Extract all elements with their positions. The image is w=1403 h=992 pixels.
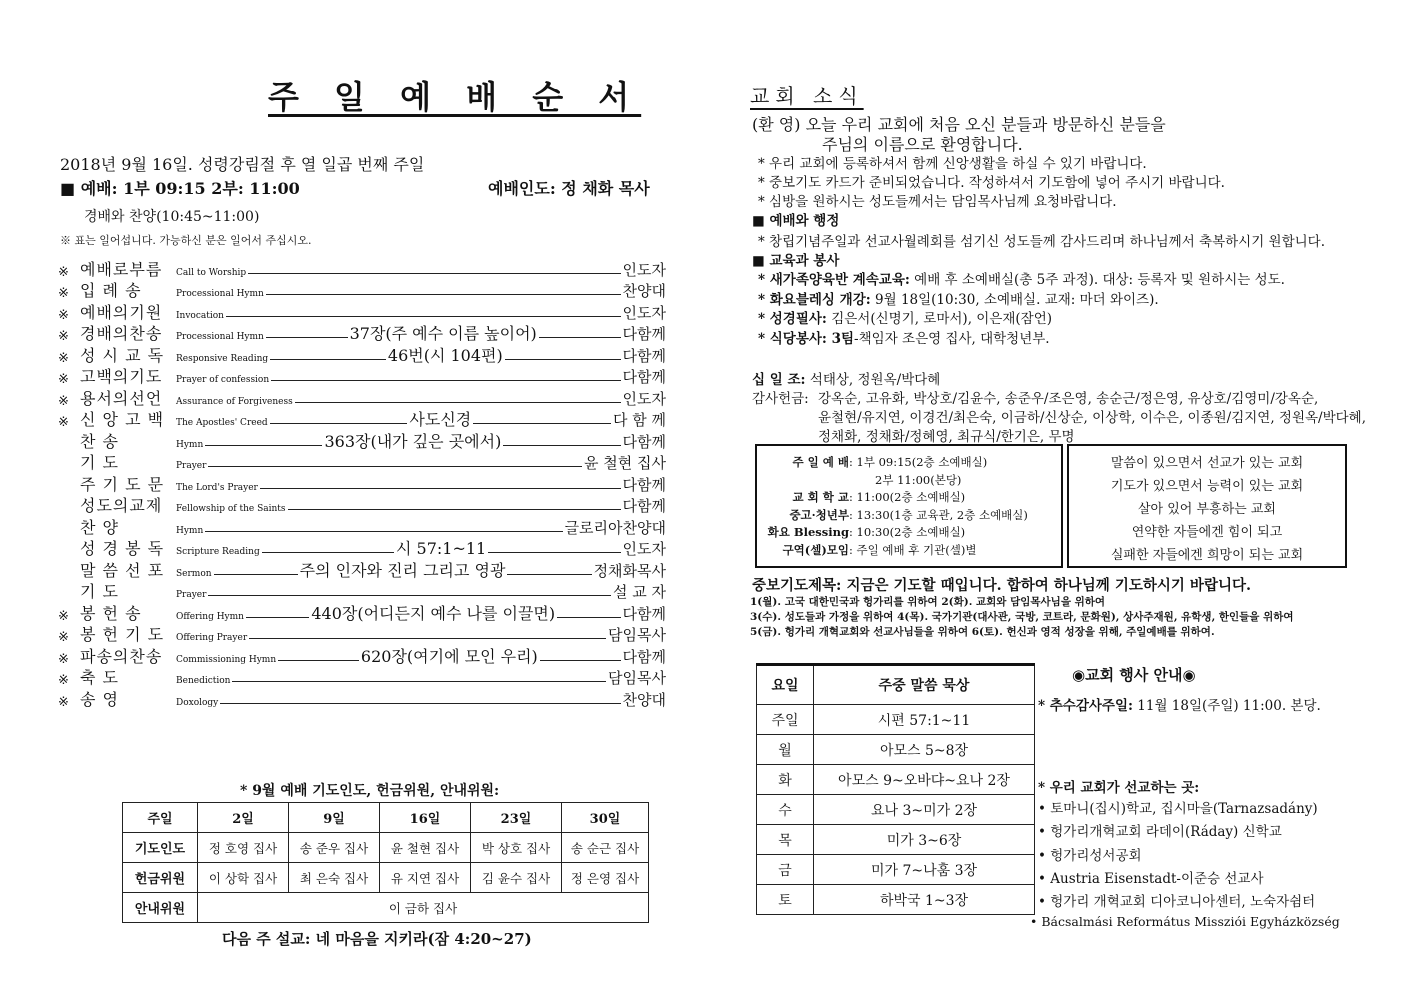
leader-line	[270, 359, 386, 360]
welcome-item: * 심방을 원하시는 성도들께서는 담임목사님께 요청바랍니다.	[758, 194, 1117, 210]
order-mark: ※	[58, 286, 69, 301]
order-row	[58, 473, 666, 495]
meditation-text: 미가 3~6장	[814, 825, 1035, 855]
thanks-label: 감사헌금:	[752, 391, 809, 407]
welcome-item: * 중보기도 카드가 준비되었습니다. 작성하셔서 기도함에 넣어 주시기 바랍니다.	[758, 175, 1225, 191]
order-mark: ※	[58, 630, 69, 645]
schedule-table	[122, 802, 649, 923]
order-row	[58, 538, 666, 560]
leader-line	[246, 617, 309, 618]
thanks-line: 윤철현/유지연, 이경건/최은숙, 이금하/신상순, 이상학, 이수은, 이종원/김지연, 정원옥/박다혜,	[818, 410, 1367, 426]
stand-note: ※ 표는 일어섭니다. 가능하신 분은 일어서 주십시오.	[60, 234, 312, 247]
order-name: 기 도	[80, 582, 119, 601]
order-row	[58, 344, 666, 366]
schedule-cell: 송 순근 집사	[562, 833, 649, 863]
event-title: ◉교회 행사 안내◉	[1072, 666, 1196, 684]
mission-item: • 헝가리개혁교회 라데이(Ráday) 신학교	[1038, 824, 1282, 840]
order-mark: ※	[58, 608, 69, 624]
schedule-header-cell: 주일	[123, 803, 198, 833]
intercession-line: 1(월). 고국 대한민국과 헝가리를 위하여 2(화). 교회와 담임목사님을 위하여	[750, 596, 1106, 608]
leader-line	[278, 660, 359, 661]
meditation-day: 화	[757, 765, 814, 795]
meeting-schedule-box	[755, 444, 1063, 568]
leader-line	[540, 660, 621, 661]
order-mark: ※	[58, 307, 69, 323]
welcome-item: * 우리 교회에 등록하셔서 함께 신앙생활을 하실 수 있기 바랍니다.	[758, 156, 1147, 172]
order-person: 찬양대	[622, 282, 666, 300]
meeting-row	[757, 542, 1061, 560]
schedule-row-label: 헌금위원	[123, 863, 198, 893]
order-name: 송 영	[80, 689, 119, 709]
order-name: 봉 헌 송	[80, 603, 142, 623]
leader-line	[208, 466, 582, 467]
order-content: 시 57:1~11	[396, 539, 487, 558]
admin-item: * 창립기념주일과 선교사월례회를 섬기신 성도들께 감사드리며 하나님께서 축복하시기 원합니다.	[758, 234, 1326, 250]
schedule-cell: 정 호영 집사	[198, 833, 289, 863]
mission-heading: * 우리 교회가 선교하는 곳:	[1038, 780, 1200, 796]
praise-time: 경배와 찬양(10:45~11:00)	[84, 209, 260, 225]
edu-item: * 성경필사: 김은서(신명기, 로마서), 이은재(잠언)	[758, 311, 1053, 327]
order-row	[58, 452, 666, 474]
leader-line	[505, 359, 621, 360]
order-mark: ※	[58, 673, 69, 688]
leader-line	[249, 638, 606, 639]
schedule-cell: 유 지연 집사	[380, 863, 471, 893]
leader-line	[266, 294, 621, 295]
meditation-text: 요나 3~미가 2장	[814, 795, 1035, 825]
leader-line	[214, 574, 298, 575]
order-row	[58, 516, 666, 538]
order-content: 440장(어디든지 예수 나를 이끌면)	[311, 603, 556, 623]
admin-heading: ■ 예배와 행정	[752, 213, 840, 229]
order-name: 봉 헌 기 도	[80, 625, 165, 644]
order-row	[58, 559, 666, 581]
leader-line	[270, 423, 408, 424]
order-row	[58, 495, 666, 517]
meeting-label: 중고·청년부	[789, 507, 849, 522]
schedule-header-cell: 23일	[471, 803, 562, 833]
meditation-day: 토	[757, 885, 814, 915]
order-eng: Hymn	[176, 439, 204, 450]
leader-line	[248, 273, 620, 274]
service-date: 2018년 9월 16일. 성령강림절 후 열 일곱 번째 주일	[60, 155, 425, 174]
meditation-day: 주일	[757, 705, 814, 735]
meditation-header-cell: 주중 말씀 묵상	[814, 665, 1035, 705]
leader-line	[288, 509, 621, 510]
order-person: 다함께	[622, 325, 667, 343]
order-name: 파송의찬송	[80, 646, 163, 666]
order-eng: Processional Hymn	[176, 289, 264, 299]
order-person: 다함께	[622, 604, 666, 623]
order-name: 성 경 봉 독	[80, 539, 165, 558]
schedule-cell: 정 은영 집사	[562, 863, 649, 893]
order-row	[58, 323, 666, 345]
meeting-row	[757, 524, 1061, 542]
schedule-cell: 윤 철현 집사	[380, 833, 471, 863]
meeting-label: 구역(셀)모임	[782, 542, 849, 557]
meditation-text: 미가 7~나훔 3장	[814, 855, 1035, 885]
order-eng: Offering Prayer	[176, 633, 248, 643]
order-mark: ※	[58, 350, 69, 366]
order-eng: The Lord's Prayer	[176, 482, 258, 493]
motto-line: 기도가 있으면서 능력이 있는 교회	[1110, 479, 1304, 494]
order-eng: Invocation	[176, 310, 224, 321]
order-row	[58, 387, 666, 409]
leader-line	[488, 552, 620, 553]
leader-line	[260, 488, 621, 489]
leader-line	[205, 445, 322, 446]
mission-item: • Austria Eisenstadt-이준승 선교사	[1038, 871, 1264, 887]
leader-line	[262, 552, 394, 553]
leader-line	[557, 617, 620, 618]
leader-line	[507, 574, 591, 575]
next-sermon: 다음 주 설교: 네 마음을 지키라(잠 4:20~27)	[222, 930, 532, 948]
order-name: 예배로부름	[80, 259, 163, 279]
meditation-text: 하박국 1~3장	[814, 885, 1035, 915]
order-person: 다함께	[622, 368, 666, 386]
mission-item: • 토마니(집시)학교, 집시마을(Tarnazsadány)	[1038, 801, 1318, 817]
order-name: 주 기 도 문	[80, 474, 165, 494]
order-row	[58, 667, 666, 689]
order-eng: Commissioning Hymn	[176, 654, 277, 665]
usher-value: 이 금하 집사	[198, 893, 649, 923]
order-person: 다함께	[622, 647, 667, 666]
meditation-day: 금	[757, 855, 814, 885]
order-eng: Scripture Reading	[176, 547, 260, 557]
welcome-line-2: 주님의 이름으로 환영합니다.	[822, 135, 1023, 154]
leader-line	[205, 531, 562, 532]
motto-line: 실패한 자들에겐 희망이 되는 교회	[1110, 548, 1304, 563]
order-row	[58, 602, 666, 624]
schedule-header-cell: 2일	[198, 803, 289, 833]
meditation-day: 월	[757, 735, 814, 765]
order-row	[58, 581, 666, 603]
motto-line: 살아 있어 부흥하는 교회	[1138, 502, 1276, 517]
schedule-row-label: 기도인도	[123, 833, 198, 863]
order-name: 예배의기원	[80, 302, 163, 322]
order-row	[58, 258, 666, 280]
schedule-cell: 김 윤수 집사	[471, 863, 562, 893]
order-name: 성 시 교 독	[80, 345, 165, 365]
order-eng: Prayer	[176, 461, 207, 471]
order-person: 인도자	[622, 303, 666, 322]
leader-line	[271, 380, 620, 381]
order-person: 다 함 께	[613, 411, 667, 429]
mission-item: • 헝가리성서공회	[1038, 848, 1142, 864]
order-name: 성도의교제	[80, 496, 163, 515]
order-eng: Fellowship of the Saints	[176, 504, 286, 514]
meeting-row	[757, 489, 1061, 507]
order-mark: ※	[58, 651, 69, 667]
news-title: 교회 소식	[750, 84, 864, 108]
order-mark: ※	[58, 329, 69, 344]
order-name: 신 앙 고 백	[80, 410, 165, 429]
meditation-table	[756, 663, 1035, 915]
order-row	[58, 688, 666, 710]
leader-line	[232, 681, 606, 682]
order-content: 주의 인자와 진리 그리고 영광	[299, 560, 506, 580]
leader-line	[295, 402, 621, 403]
order-person: 찬양대	[622, 690, 666, 709]
intercession-line: 5(금). 헝가리 개혁교회와 선교사님들을 위하여 6(토). 헌신과 영적 성장을 위해, 주일예배를 위하여.	[750, 626, 1215, 638]
edu-heading: ■ 교육과 봉사	[752, 253, 840, 269]
meeting-value: 2부 11:00(본당)	[875, 472, 962, 487]
order-person: 설 교 자	[612, 583, 666, 601]
edu-item: * 식당봉사: 3팀-책임자 조은영 집사, 대학청년부.	[758, 331, 1050, 347]
order-name: 말 씀 선 포	[80, 560, 165, 580]
order-eng: Offering Hymn	[176, 611, 244, 622]
leader-line	[503, 445, 620, 446]
order-name: 경배의찬송	[80, 324, 163, 343]
order-eng: Responsive Reading	[176, 353, 269, 364]
worship-leader: 예배인도: 정 채화 목사	[488, 179, 650, 198]
leader-line	[220, 703, 620, 704]
intercession-title: 중보기도제목: 지금은 기도할 때입니다. 합하여 하나님께 기도하시기 바랍니다.	[752, 577, 1252, 594]
order-content: 620장(여기에 모인 우리)	[360, 646, 538, 666]
meditation-header-cell: 요일	[757, 665, 814, 705]
event-item: * 추수감사주일: 11월 18일(주일) 11:00. 본당.	[1038, 698, 1321, 714]
intercession-line: 3(수). 성도들과 가정을 위하여 4(목). 국가기관(대사관, 국방, 코트라, 문화원), 상사주재원, 유학생, 한인들을 위하여	[750, 611, 1294, 623]
welcome-line-1: (환 영) 오늘 우리 교회에 처음 오신 분들과 방문하신 분들을	[752, 115, 1166, 134]
schedule-header-cell: 16일	[380, 803, 471, 833]
order-row	[58, 645, 666, 667]
tithe: 십 일 조: 석태상, 정원옥/박다혜	[752, 372, 941, 388]
order-name: 기 도	[80, 453, 119, 472]
order-name: 축 도	[80, 668, 119, 687]
meeting-value: : 11:00(2층 소예배실)	[849, 490, 966, 504]
order-row	[58, 280, 666, 302]
order-mark: ※	[58, 264, 69, 280]
order-mark: ※	[58, 372, 69, 387]
order-eng: Processional Hymn	[176, 332, 264, 342]
order-person: 담임목사	[608, 626, 666, 644]
order-name: 용서의선언	[80, 388, 163, 408]
order-row	[58, 430, 666, 452]
order-person: 글로리아찬양대	[564, 518, 666, 537]
mission-item: • 헝가리 개혁교회 디아코니아센터, 노숙자쉼터	[1038, 894, 1316, 910]
meeting-label: 주 일 예 배	[792, 455, 849, 469]
meeting-label: 교 회 학 교	[792, 490, 849, 504]
meeting-value: : 10:30(2층 소예배실)	[849, 525, 966, 539]
order-person: 정채화목사	[593, 561, 667, 580]
order-mark: ※	[58, 415, 69, 430]
order-eng: Prayer	[176, 590, 207, 600]
order-mark: ※	[58, 694, 69, 710]
meeting-value: : 13:30(1층 교육관, 2층 소예배실)	[849, 507, 1028, 522]
schedule-cell: 이 상학 집사	[198, 863, 289, 893]
mission-item: • Bácsalmási Református Missziói Egyházközség	[1030, 914, 1340, 929]
church-motto-box	[1067, 444, 1347, 568]
order-content: 46번(시 104편)	[387, 345, 503, 365]
order-person: 다함께	[622, 432, 666, 451]
order-person: 인도자	[622, 260, 666, 279]
order-person: 인도자	[622, 540, 667, 558]
order-row	[58, 409, 666, 431]
edu-item: * 화요블레싱 개강: 9월 18일(10:30, 소예배실. 교재: 마더 와이즈).	[758, 292, 1159, 308]
thanks-line: 정채화, 정채화/정혜영, 최규식/한기은, 무명	[818, 429, 1075, 445]
order-person: 다함께	[622, 497, 666, 515]
schedule-cell: 최 은숙 집사	[289, 863, 380, 893]
order-person: 담임목사	[608, 669, 666, 687]
order-name: 입 례 송	[80, 281, 142, 300]
order-name: 찬 양	[80, 517, 119, 537]
order-eng: Call to Worship	[176, 267, 247, 278]
order-eng: The Apostles' Creed	[176, 418, 268, 428]
leader-line	[266, 337, 348, 338]
meeting-row	[757, 454, 1061, 472]
meeting-row	[757, 507, 1061, 525]
order-person: 인도자	[622, 389, 666, 408]
order-row	[58, 301, 666, 323]
meeting-value: : 주일 예배 후 기관(셀)별	[849, 542, 977, 557]
order-content: 사도신경	[409, 410, 472, 429]
schedule-cell: 송 준우 집사	[289, 833, 380, 863]
meeting-row	[757, 472, 1061, 490]
order-name: 찬 송	[80, 431, 119, 451]
schedule-header-cell: 9일	[289, 803, 380, 833]
order-eng: Prayer of confession	[176, 375, 270, 385]
order-person: 다함께	[622, 475, 666, 494]
order-mark: ※	[58, 393, 69, 409]
meditation-text: 시편 57:1~11	[814, 705, 1035, 735]
order-content: 363장(내가 깊은 곳에서)	[324, 431, 502, 451]
meditation-day: 목	[757, 825, 814, 855]
leader-line	[473, 423, 611, 424]
meditation-text: 아모스 9~오바댜~요나 2장	[814, 765, 1035, 795]
motto-line: 연약한 자들에겐 힘이 되고	[1131, 525, 1283, 540]
order-person: 다함께	[622, 346, 666, 365]
page-title: 주 일 예 배 순 서	[268, 78, 642, 116]
order-row	[58, 624, 666, 646]
leader-line	[539, 337, 621, 338]
worship-time: ■ 예배: 1부 09:15 2부: 11:00	[60, 179, 300, 198]
schedule-title: * 9월 예배 기도인도, 헌금위원, 안내위원:	[240, 783, 500, 799]
leader-line	[208, 595, 611, 596]
order-person: 윤 철현 집사	[584, 454, 666, 472]
order-name: 고백의기도	[80, 367, 163, 386]
order-eng: Doxology	[176, 697, 219, 708]
motto-line: 말씀이 있으면서 선교가 있는 교회	[1110, 456, 1304, 471]
order-content: 37장(주 예수 이름 높이어)	[349, 324, 537, 343]
meditation-day: 수	[757, 795, 814, 825]
meeting-label: 화요 Blessing	[767, 525, 849, 539]
order-eng: Hymn	[176, 525, 204, 536]
meditation-text: 아모스 5~8장	[814, 735, 1035, 765]
leader-line	[226, 316, 621, 317]
edu-item: * 새가족양육반 계속교육: 예배 후 소예배실(총 5주 과정). 대상: 등록자 및 원하시는 성도.	[758, 272, 1285, 288]
order-row	[58, 366, 666, 388]
order-eng: Sermon	[176, 568, 212, 579]
schedule-cell: 박 상호 집사	[471, 833, 562, 863]
schedule-header-cell: 30일	[562, 803, 649, 833]
meeting-value: : 1부 09:15(2층 소예배실)	[849, 455, 988, 469]
thanks-line: 강옥순, 고유화, 박상호/김윤수, 송준우/조은영, 송순근/정은영, 유상호/김영미/강옥순,	[818, 391, 1319, 407]
order-of-worship	[58, 258, 666, 710]
order-eng: Assurance of Forgiveness	[176, 396, 293, 407]
usher-label: 안내위원	[123, 893, 198, 923]
order-eng: Benediction	[176, 676, 231, 686]
